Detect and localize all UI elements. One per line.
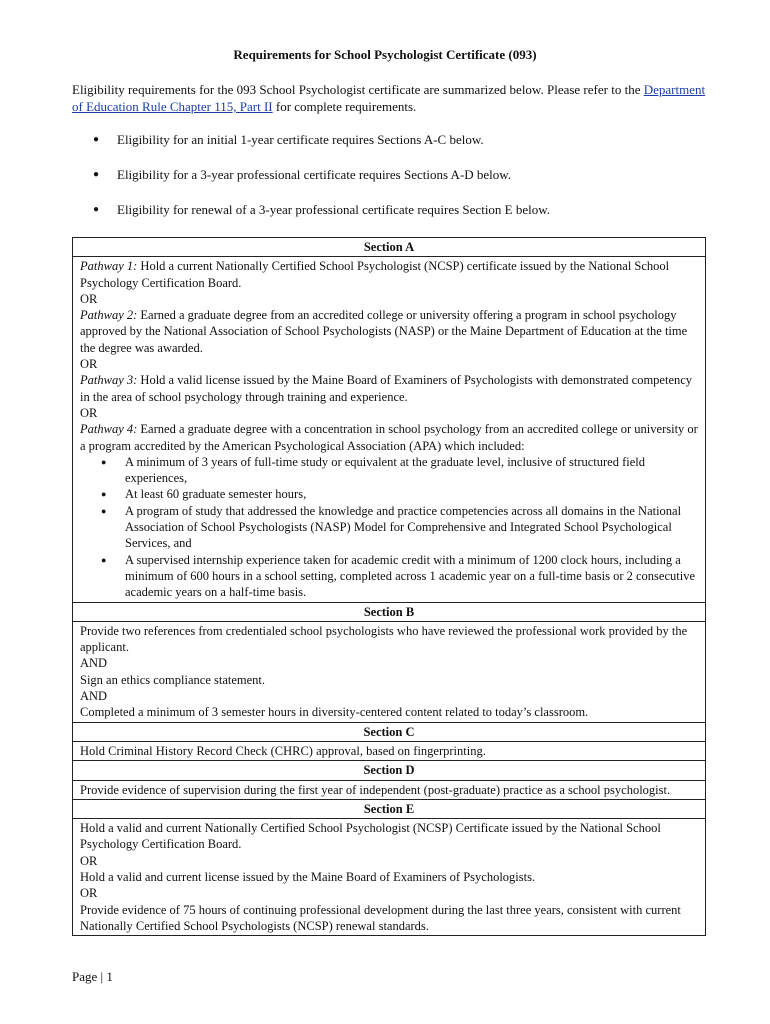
section-b-line: Completed a minimum of 3 semester hours in diversity-centered content related to today’s classroom.: [80, 705, 589, 720]
pathway-3-label: Pathway 3:: [80, 373, 138, 388]
requirements-table: [72, 237, 706, 936]
intro-paragraph: [72, 81, 712, 115]
pathway-1-label: Pathway 1:: [80, 259, 138, 274]
list-item: ● A supervised internship experience taken for academic credit with a minimum of 1200 clock hours, including a minimum of 600 hours in a school setting, completed across 1 academic year on a full-time basis or 2 consecutive academic years on a half-time basis.: [125, 552, 699, 601]
section-e-line: Hold a valid and current Nationally Certified School Psychologist (NCSP) Certificate issued by the National School Psychology Certification Board.: [80, 821, 661, 852]
or-separator: OR: [80, 405, 98, 420]
pathway-4-label: Pathway 4:: [80, 422, 138, 437]
section-e-line: Provide evidence of 75 hours of continuing professional development during the last three years, consistent with current Nationally Certified School Psychologists (NCSP) renewal standards.: [80, 902, 681, 933]
pathway-2: [80, 307, 699, 356]
eligibility-item: ● Eligibility for renewal of a 3-year professional certificate requires Section E below.: [72, 201, 712, 236]
page-number: Page | 1: [72, 969, 113, 984]
eligibility-list: [72, 131, 712, 236]
list-item: ● A minimum of 3 years of full-time study or equivalent at the graduate level, inclusive of structured field experiences,: [125, 454, 699, 487]
pathway-4: [80, 421, 699, 454]
or-separator: OR: [80, 291, 98, 306]
section-e-line: Hold a valid and current license issued by the Maine Board of Examiners of Psychologists.: [80, 869, 536, 884]
section-c-header: Section C: [73, 722, 706, 741]
pathway-3: [80, 372, 699, 405]
pathway-3-text: Hold a valid license issued by the Maine Board of Examiners of Psychologists with demonstrated competency in the area of school psychology through training and experience.: [80, 373, 693, 404]
eligibility-item: ● Eligibility for a 3-year professional certificate requires Sections A-D below.: [72, 166, 712, 201]
or-separator: OR: [80, 886, 98, 901]
pathway-1: [80, 258, 699, 291]
rule-chapter-link[interactable]: Department of Education Rule Chapter 115, Part II: [72, 82, 706, 114]
page-title: Requirements for School Psychologist Certificate (093): [233, 47, 537, 62]
list-item: ● A program of study that addressed the knowledge and practice competencies across all domains in the National Association of School Psychologists (NASP) Model for Comprehensive and Integrated School Psychological Services, and: [125, 503, 699, 552]
pathway-4-text: Earned a graduate degree with a concentration in school psychology from an accredited college or university or a program accredited by the American Psychological Association (APA) which included:: [80, 422, 698, 453]
pathway-2-label: Pathway 2:: [80, 308, 138, 323]
or-separator: OR: [80, 853, 98, 868]
or-separator: OR: [80, 357, 98, 372]
section-b-line: Provide two references from credentialed school psychologists who have reviewed the professional work provided by the applicant.: [80, 623, 688, 655]
section-c-body: Hold Criminal History Record Check (CHRC) approval, based on fingerprinting.: [73, 741, 706, 760]
section-b-line: Sign an ethics compliance statement.: [80, 672, 266, 687]
section-b-body: [73, 621, 706, 722]
section-d-body: Provide evidence of supervision during the first year of independent (post-graduate) practice as a school psychologist.: [73, 780, 706, 799]
and-separator: AND: [80, 656, 108, 671]
section-a-body: [73, 257, 706, 602]
section-e-header: Section E: [73, 799, 706, 818]
pathway-1-text: Hold a current Nationally Certified School Psychologist (NCSP) certificate issued by the National School Psychology Certification Board.: [80, 259, 670, 290]
pathway-4-requirements: [80, 454, 699, 601]
intro-text-after: for complete requirements.: [272, 99, 417, 114]
section-a-header: Section A: [73, 238, 706, 257]
section-e-body: [73, 819, 706, 936]
intro-text-before: Eligibility requirements for the 093 School Psychologist certificate are summarized below. Please refer to the: [72, 82, 644, 97]
and-separator: AND: [80, 689, 108, 704]
eligibility-item: ● Eligibility for an initial 1-year certificate requires Sections A-C below.: [72, 131, 712, 166]
list-item: ● At least 60 graduate semester hours,: [125, 486, 699, 502]
section-d-header: Section D: [73, 761, 706, 780]
pathway-2-text: Earned a graduate degree from an accredited college or university offering a program in school psychology approved by the National Association of School Psychologists (NASP) or the Maine Department of Education at the time the degree was awarded.: [80, 308, 688, 355]
section-b-header: Section B: [73, 602, 706, 621]
